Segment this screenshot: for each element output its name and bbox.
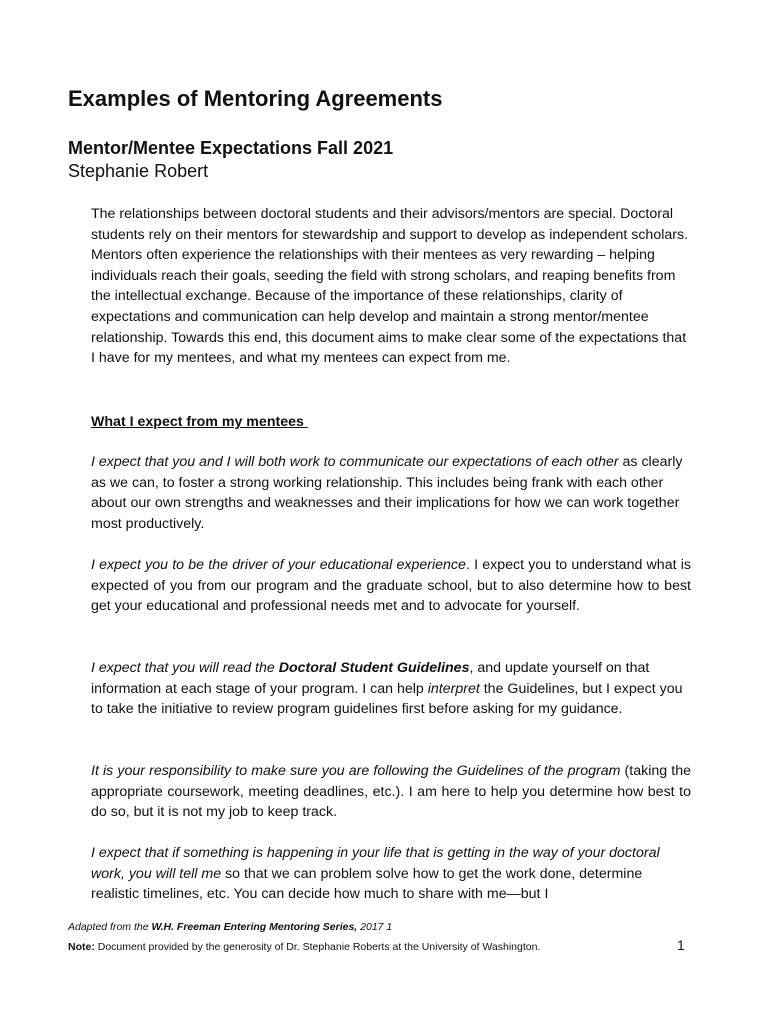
expectation-5-text: so that we can problem solve how to get the work done, determine realistic timelines, etc. You can decide how much to share with me—but I — [91, 865, 643, 903]
footer-source — [68, 921, 392, 933]
expectation-3-emphasis-2: interpret — [427, 680, 480, 697]
expectation-paragraph-4 — [91, 761, 691, 823]
expectation-2-emphasis: I expect you to be the driver of your educational experience — [91, 557, 466, 573]
expectation-3-text-b: the Guidelines, but I expect you to take the initiative to review program guidelines first before asking for my guidance. — [91, 680, 683, 718]
footer-note — [68, 941, 540, 953]
expectation-4-emphasis: It is your responsibility to make sure you are following the Guidelines of the program — [91, 763, 621, 779]
page-number: 1 — [677, 937, 685, 953]
expectation-4-text: (taking the appropriate coursework, meeting deadlines, etc.). I am here to help you determine how best to do so, but it is not my job to keep track. — [91, 763, 691, 821]
footer-note-label: Note: — [68, 941, 95, 953]
expectation-3-emphasis: I expect that you will read the — [91, 660, 279, 676]
footer-source-prefix: Adapted from the — [68, 921, 152, 933]
document-subtitle: Mentor/Mentee Expectations Fall 2021 — [68, 138, 394, 158]
expectation-paragraph-3 — [91, 658, 691, 720]
section-heading: What I expect from my mentees — [91, 414, 308, 430]
expectation-1-text: as clearly as we can, to foster a strong working relationship. This includes being frank with each other about our own strengths and weaknesses and their implications for how we can work together most productively. — [91, 454, 683, 532]
expectation-paragraph-5 — [91, 843, 691, 905]
expectation-5-emphasis: I expect that if something is happening in your life that is getting in the way of your doctoral work, you will tell me — [91, 845, 660, 882]
intro-paragraph: The relationships between doctoral students and their advisors/mentors are special. Doctoral students rely on their mentors for stewardship and support to develop as independent scholars. Mentors often experience the relationships with their mentees as very rewarding – helping individuals reach their goals, seeding the field with strong scholars, and reaping benefits from the intellectual exchange. Because of the importance of these relationships, clarity of expectations and communication can help develop and maintain a strong mentor/mentee relationship. Towards this end, this document aims to make clear some of the expectations that I have for my mentees, and what my mentees can expect from me. — [91, 206, 689, 367]
author-name: Stephanie Robert — [68, 161, 209, 181]
footer-source-suffix: 2017 1 — [357, 921, 393, 933]
footer-note-text: Document provided by the generosity of Dr. Stephanie Roberts at the University of Washington. — [94, 941, 541, 953]
guidelines-title: Doctoral Student Guidelines — [278, 660, 470, 676]
document-title: Examples of Mentoring Agreements — [68, 86, 443, 111]
expectation-3-text-a: , and update yourself on that information at each stage of your program. I can help — [91, 660, 650, 697]
expectation-paragraph-2 — [91, 555, 691, 617]
footer-source-series: W.H. Freeman Entering Mentoring Series, — [151, 921, 358, 933]
expectation-paragraph-1 — [91, 452, 691, 534]
expectation-1-emphasis: I expect that you and I will both work to communicate our expectations of each other — [91, 454, 619, 470]
expectation-2-text: . I expect you to understand what is expected of you from our program and the graduate school, but to also determine how to best get your educational and professional needs met and to advocate for yourself. — [91, 557, 691, 615]
